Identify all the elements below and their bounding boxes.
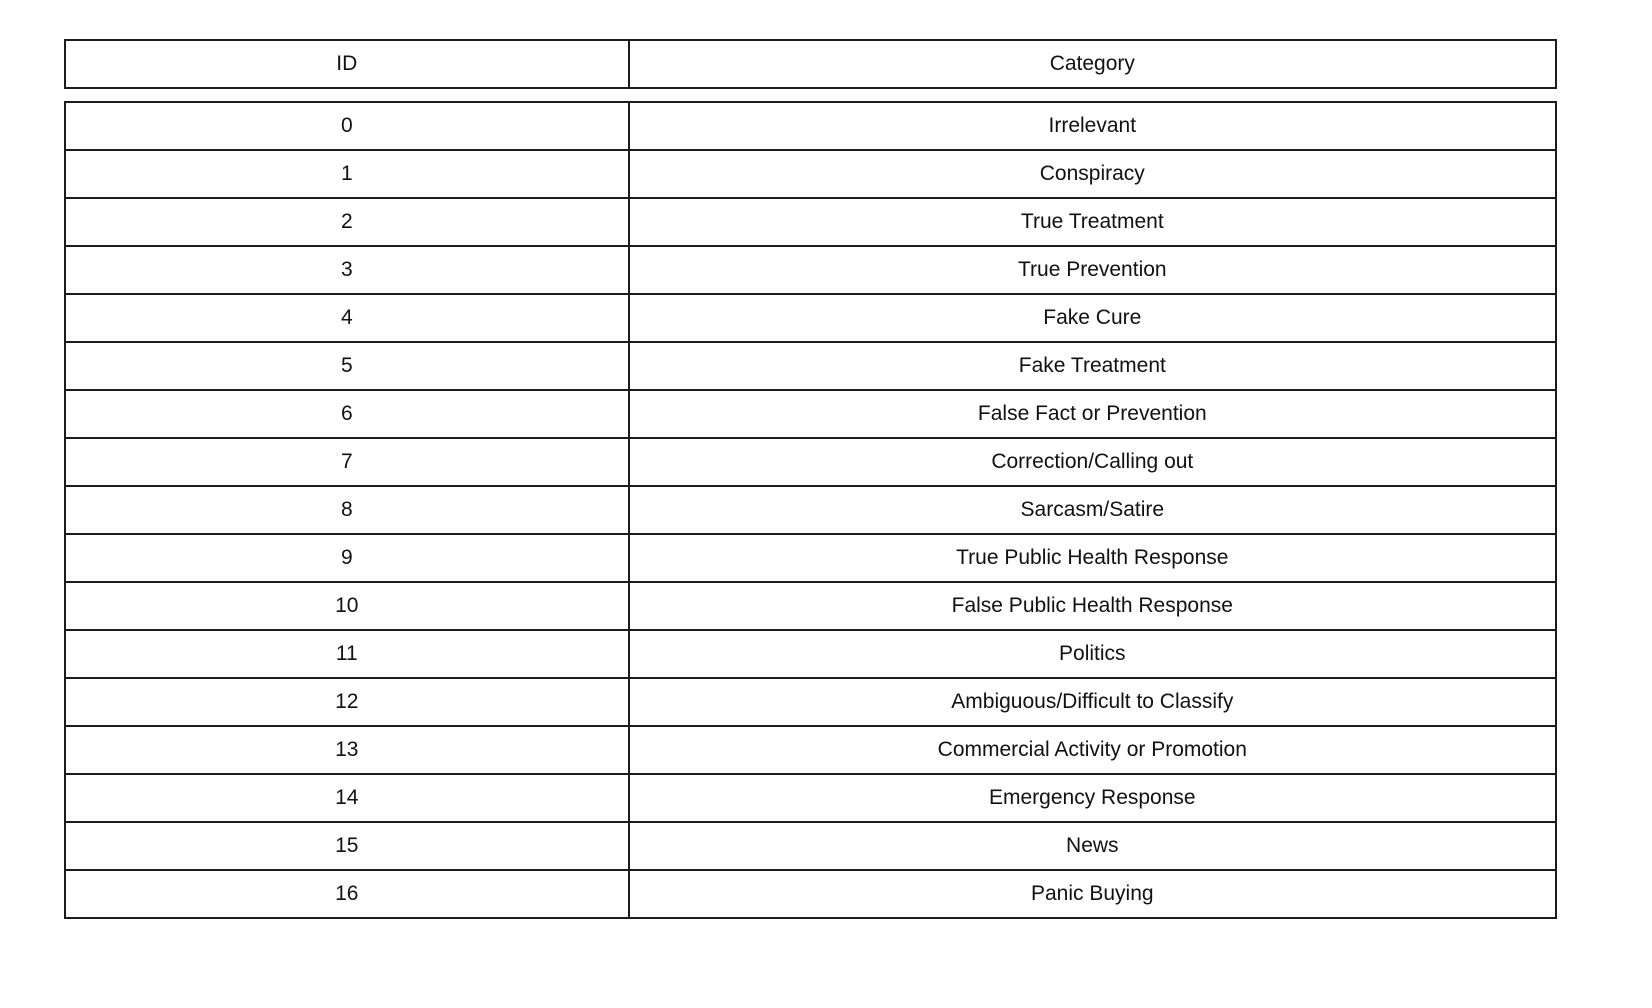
table-row xyxy=(65,438,1556,486)
cell-id: 7 xyxy=(65,438,629,486)
cell-id: 6 xyxy=(65,390,629,438)
cell-id: 5 xyxy=(65,342,629,390)
cell-category: Fake Treatment xyxy=(629,342,1556,390)
category-table-body xyxy=(64,101,1557,919)
category-table xyxy=(64,39,1557,919)
column-header-category: Category xyxy=(629,40,1556,88)
table-row xyxy=(65,486,1556,534)
cell-id: 8 xyxy=(65,486,629,534)
cell-id: 12 xyxy=(65,678,629,726)
cell-category: False Public Health Response xyxy=(629,582,1556,630)
table-row xyxy=(65,774,1556,822)
cell-category: Correction/Calling out xyxy=(629,438,1556,486)
cell-category: True Public Health Response xyxy=(629,534,1556,582)
table-row xyxy=(65,534,1556,582)
table-row xyxy=(65,102,1556,150)
cell-category: Politics xyxy=(629,630,1556,678)
cell-id: 10 xyxy=(65,582,629,630)
cell-id: 2 xyxy=(65,198,629,246)
cell-category: Commercial Activity or Promotion xyxy=(629,726,1556,774)
cell-category: Sarcasm/Satire xyxy=(629,486,1556,534)
cell-category: True Prevention xyxy=(629,246,1556,294)
table-row xyxy=(65,630,1556,678)
cell-id: 3 xyxy=(65,246,629,294)
header-row xyxy=(65,40,1556,88)
table-row xyxy=(65,822,1556,870)
cell-id: 15 xyxy=(65,822,629,870)
table-row xyxy=(65,198,1556,246)
cell-id: 14 xyxy=(65,774,629,822)
cell-id: 16 xyxy=(65,870,629,918)
cell-id: 1 xyxy=(65,150,629,198)
table-row xyxy=(65,294,1556,342)
cell-id: 0 xyxy=(65,102,629,150)
cell-category: Panic Buying xyxy=(629,870,1556,918)
table-row xyxy=(65,342,1556,390)
cell-category: Conspiracy xyxy=(629,150,1556,198)
category-table-header xyxy=(64,39,1557,89)
cell-id: 13 xyxy=(65,726,629,774)
table-row xyxy=(65,678,1556,726)
cell-id: 9 xyxy=(65,534,629,582)
table-row xyxy=(65,726,1556,774)
table-row xyxy=(65,390,1556,438)
cell-category: Irrelevant xyxy=(629,102,1556,150)
table-row xyxy=(65,870,1556,918)
table-row xyxy=(65,246,1556,294)
cell-category: News xyxy=(629,822,1556,870)
cell-category: True Treatment xyxy=(629,198,1556,246)
cell-category: False Fact or Prevention xyxy=(629,390,1556,438)
table-row xyxy=(65,150,1556,198)
cell-category: Fake Cure xyxy=(629,294,1556,342)
cell-id: 11 xyxy=(65,630,629,678)
table-row xyxy=(65,582,1556,630)
column-header-id: ID xyxy=(65,40,629,88)
cell-id: 4 xyxy=(65,294,629,342)
cell-category: Emergency Response xyxy=(629,774,1556,822)
cell-category: Ambiguous/Difficult to Classify xyxy=(629,678,1556,726)
